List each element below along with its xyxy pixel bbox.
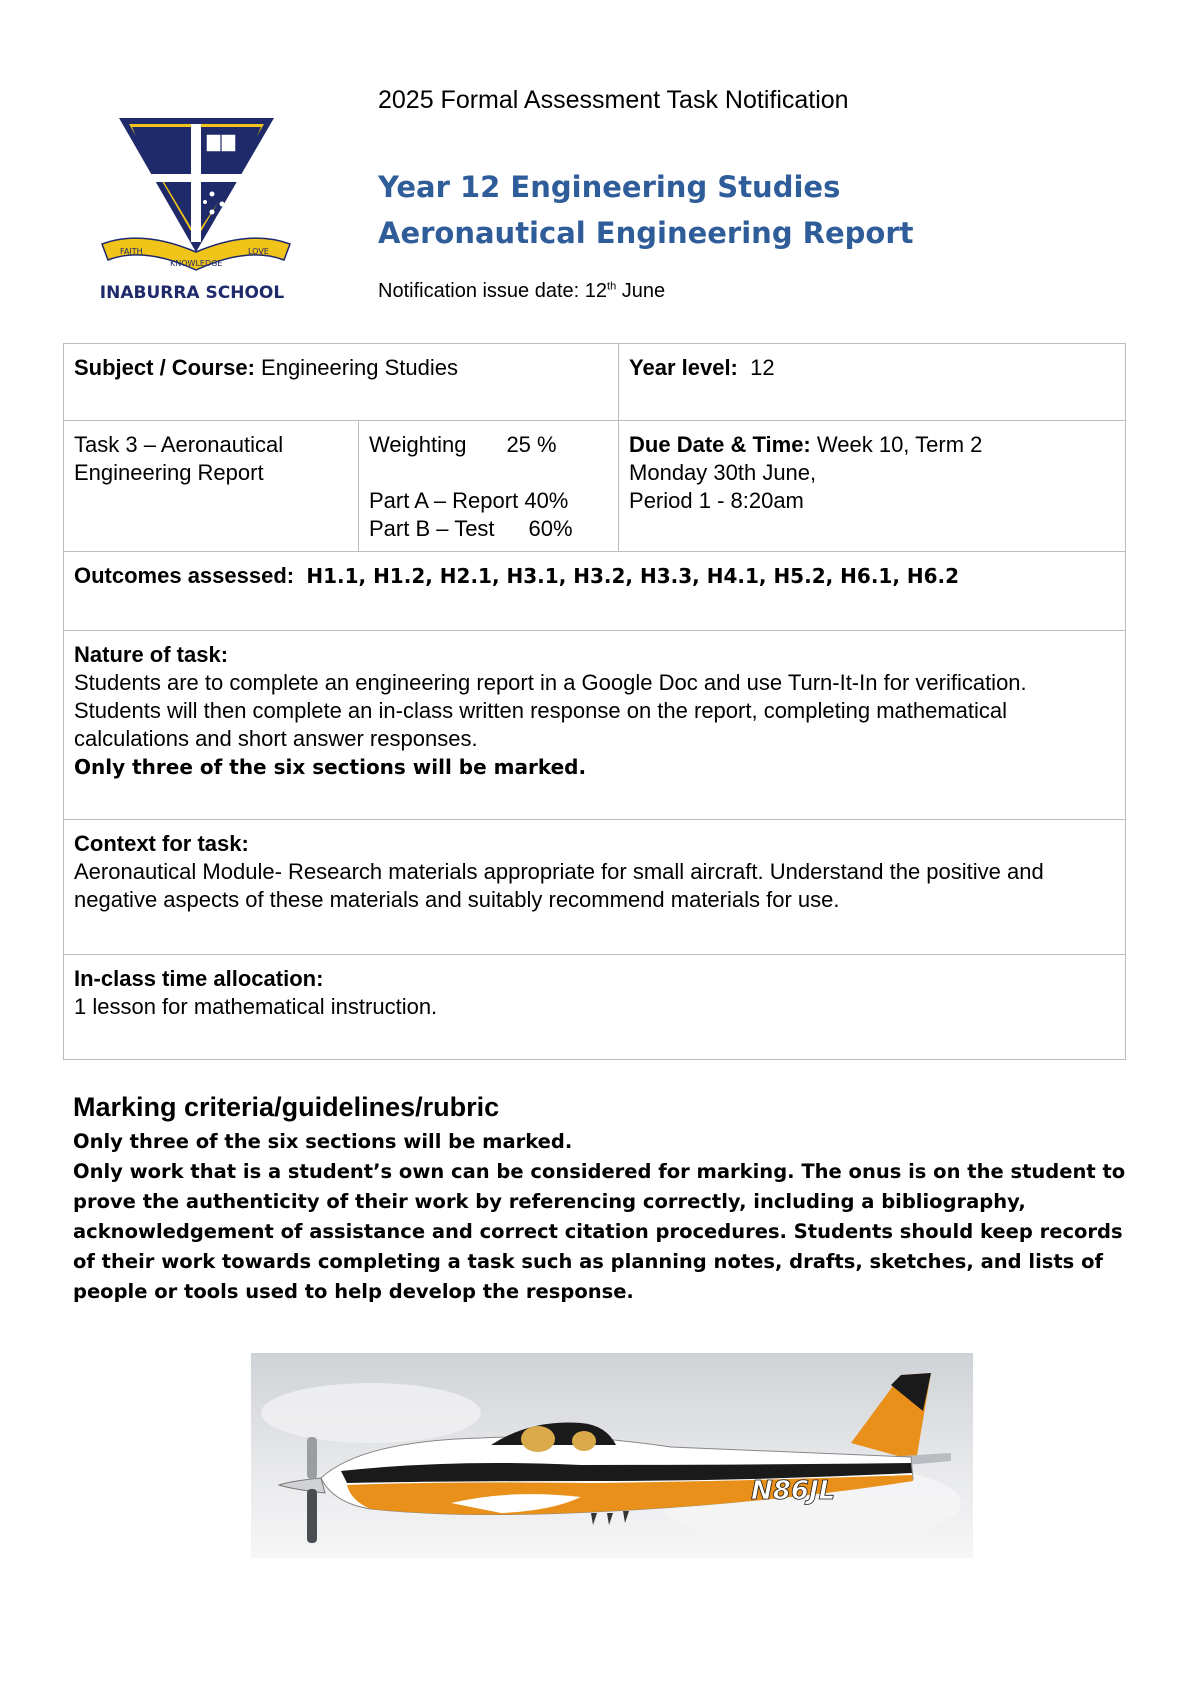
subject-value: Engineering Studies — [254, 355, 458, 380]
logo-monogram: IS — [171, 153, 193, 177]
part-b-label: Part B – Test — [369, 516, 495, 541]
weighting-cell — [359, 421, 619, 552]
page-title: 2025 Formal Assessment Task Notification — [378, 86, 849, 114]
subject-cell — [64, 344, 619, 421]
outcomes-cell — [64, 552, 1126, 631]
time-allocation-label: In-class time allocation: — [74, 966, 324, 991]
task-table — [63, 343, 1126, 1060]
year-label: Year level: — [629, 355, 738, 380]
issue-date-suffix: June — [616, 280, 666, 302]
part-b-value: 60% — [528, 516, 573, 541]
logo-motto-1: FAITH — [120, 247, 143, 256]
time-allocation-text: 1 lesson for mathematical instruction. — [74, 994, 438, 1019]
task-name: Task 3 – Aeronautical Engineering Report — [74, 432, 284, 485]
course-title-line1: Year 12 Engineering Studies — [378, 170, 841, 204]
context-label: Context for task: — [74, 831, 249, 856]
weighting-label: Weighting — [369, 432, 467, 457]
part-a-row — [369, 487, 609, 515]
time-allocation-cell — [64, 955, 1126, 1060]
due-label: Due Date & Time: — [629, 432, 811, 457]
aircraft-image — [251, 1353, 973, 1558]
logo-school-name: INABURRA SCHOOL — [99, 283, 285, 303]
logo-motto-3: LOVE — [248, 247, 269, 256]
due-date-cell — [619, 421, 1126, 552]
weighting-value: 25 % — [506, 432, 557, 457]
subject-label: Subject / Course: — [74, 355, 255, 380]
nature-line1: Students are to complete an engineering report in a Google Doc and use Turn-It-In for verification. — [74, 670, 1027, 695]
due-line2: Monday 30th June, — [629, 460, 817, 485]
context-text: Aeronautical Module- Research materials appropriate for small aircraft. Understand the positive and negative aspects of these materials and suitably recommend materials for use. — [74, 859, 1044, 912]
nature-line2: Students will then complete an in-class written response on the report, completing mathematical calculations and short answer responses. — [74, 698, 1008, 751]
year-value: 12 — [737, 355, 775, 380]
part-a-label: Part A – Report — [369, 488, 519, 513]
criteria-body — [73, 1127, 1143, 1307]
logo-motto-2: KNOWLEDGE — [170, 259, 223, 268]
year-cell — [619, 344, 1126, 421]
issue-date-prefix: Notification issue date: 12 — [378, 280, 608, 302]
tail-number: N86JL — [751, 1476, 836, 1506]
nature-cell — [64, 631, 1126, 820]
issue-date — [378, 280, 665, 303]
criteria-line1: Only three of the six sections will be marked. — [73, 1130, 573, 1153]
criteria-text: Only work that is a student’s own can be considered for marking. The onus is on the student to prove the authenticity of their work by referencing correctly, including a bibliography, acknowledgement of assistance and correct citation procedures. Students should keep records of their work towards completing a task such as planning notes, drafts, sketches, and lists of people or tools used to help develop the response. — [73, 1160, 1126, 1303]
course-title — [378, 164, 914, 256]
part-b-row — [369, 515, 609, 543]
nature-label: Nature of task: — [74, 642, 229, 667]
context-cell — [64, 820, 1126, 955]
task-name-cell — [64, 421, 359, 552]
due-value: Week 10, Term 2 — [810, 432, 983, 457]
part-a-value: 40% — [524, 488, 569, 513]
nature-line3: Only three of the six sections will be marked. — [74, 755, 587, 779]
outcomes-label: Outcomes assessed: — [74, 563, 295, 588]
criteria-heading: Marking criteria/guidelines/rubric — [73, 1092, 500, 1122]
outcomes-value: H1.1, H1.2, H2.1, H3.1, H3.2, H3.3, H4.1, H5.2, H6.1, H6.2 — [306, 564, 960, 588]
weighting-row — [369, 431, 609, 459]
due-line3: Period 1 - 8:20am — [629, 488, 804, 513]
issue-date-sup: th — [607, 280, 617, 293]
school-logo — [72, 94, 312, 312]
course-title-line2: Aeronautical Engineering Report — [378, 216, 914, 250]
